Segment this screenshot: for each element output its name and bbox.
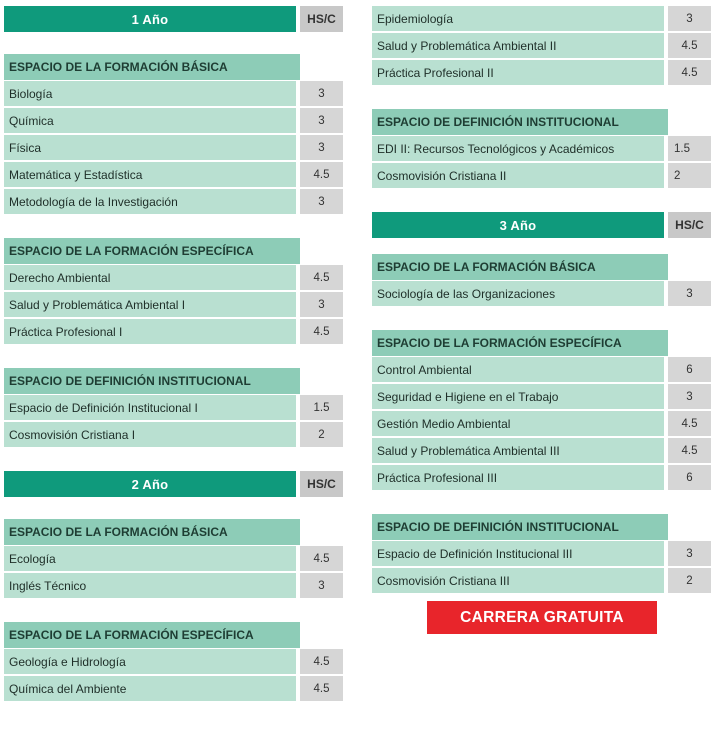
hours: 4.5 bbox=[300, 265, 343, 290]
subject: Química bbox=[4, 108, 296, 133]
y3-specific-section bbox=[372, 330, 711, 490]
hours: 3 bbox=[300, 292, 343, 317]
hours: 3 bbox=[300, 135, 343, 160]
section-title: ESPACIO DE DEFINICIÓN INSTITUCIONAL bbox=[4, 368, 300, 394]
section-title: ESPACIO DE LA FORMACIÓN BÁSICA bbox=[4, 54, 300, 80]
year-2-title: 2 Año bbox=[4, 471, 296, 497]
hours: 3 bbox=[668, 281, 711, 306]
subject: Salud y Problemática Ambiental III bbox=[372, 438, 664, 463]
table-row bbox=[4, 162, 343, 187]
section-title: ESPACIO DE LA FORMACIÓN BÁSICA bbox=[372, 254, 668, 280]
subject: Práctica Profesional II bbox=[372, 60, 664, 85]
year-3-title: 3 Año bbox=[372, 212, 664, 238]
table-row bbox=[4, 573, 343, 598]
subject: Gestión Medio Ambiental bbox=[372, 411, 664, 436]
hours: 3 bbox=[668, 384, 711, 409]
year-1-header bbox=[4, 6, 343, 32]
table-row bbox=[372, 136, 711, 161]
subject: Espacio de Definición Institucional I bbox=[4, 395, 296, 420]
section-title: ESPACIO DE DEFINICIÓN INSTITUCIONAL bbox=[372, 109, 668, 135]
y3-institutional-section bbox=[372, 514, 711, 593]
table-row bbox=[372, 438, 711, 463]
table-row bbox=[4, 265, 343, 290]
hours: 3 bbox=[300, 108, 343, 133]
table-row bbox=[4, 546, 343, 571]
subject: Control Ambiental bbox=[372, 357, 664, 382]
subject: Salud y Problemática Ambiental I bbox=[4, 292, 296, 317]
subject: Cosmovisión Cristiana I bbox=[4, 422, 296, 447]
subject: EDI II: Recursos Tecnológicos y Académicos bbox=[372, 136, 664, 161]
subject: Inglés Técnico bbox=[4, 573, 296, 598]
hours: 4.5 bbox=[300, 649, 343, 674]
subject: Seguridad e Higiene en el Trabajo bbox=[372, 384, 664, 409]
y2-specific-section bbox=[4, 622, 343, 701]
subject: Matemática y Estadística bbox=[4, 162, 296, 187]
y2-specific-continued bbox=[372, 6, 711, 85]
subject: Biología bbox=[4, 81, 296, 106]
table-row bbox=[4, 135, 343, 160]
subject: Geología e Hidrología bbox=[4, 649, 296, 674]
subject: Física bbox=[4, 135, 296, 160]
hours: 2 bbox=[668, 568, 711, 593]
subject: Práctica Profesional I bbox=[4, 319, 296, 344]
table-row bbox=[372, 163, 711, 188]
section-title: ESPACIO DE LA FORMACIÓN BÁSICA bbox=[4, 519, 300, 545]
year-2-header bbox=[4, 471, 343, 497]
hours: 6 bbox=[668, 357, 711, 382]
table-row bbox=[372, 568, 711, 593]
table-row bbox=[4, 676, 343, 701]
y2-basic-section bbox=[4, 519, 343, 598]
section-title: ESPACIO DE DEFINICIÓN INSTITUCIONAL bbox=[372, 514, 668, 540]
hours: 6 bbox=[668, 465, 711, 490]
y1-basic-section bbox=[4, 54, 343, 214]
hsc-label: HS/C bbox=[300, 471, 343, 497]
hours: 4.5 bbox=[300, 319, 343, 344]
hours: 4.5 bbox=[668, 60, 711, 85]
subject: Epidemiología bbox=[372, 6, 664, 31]
hours: 3 bbox=[300, 573, 343, 598]
hours: 2 bbox=[668, 163, 711, 188]
subject: Ecología bbox=[4, 546, 296, 571]
hours: 3 bbox=[300, 81, 343, 106]
hours: 1.5 bbox=[668, 136, 711, 161]
table-row bbox=[372, 384, 711, 409]
table-row bbox=[4, 292, 343, 317]
hours: 3 bbox=[300, 189, 343, 214]
subject: Práctica Profesional III bbox=[372, 465, 664, 490]
left-column bbox=[4, 6, 343, 703]
subject: Cosmovisión Cristiana II bbox=[372, 163, 664, 188]
hours: 4.5 bbox=[300, 162, 343, 187]
hours: 2 bbox=[300, 422, 343, 447]
subject: Salud y Problemática Ambiental II bbox=[372, 33, 664, 58]
table-row bbox=[372, 60, 711, 85]
hours: 4.5 bbox=[300, 676, 343, 701]
table-row bbox=[4, 108, 343, 133]
table-row bbox=[372, 465, 711, 490]
section-title: ESPACIO DE LA FORMACIÓN ESPECÍFICA bbox=[4, 622, 300, 648]
table-row bbox=[4, 319, 343, 344]
table-row bbox=[372, 6, 711, 31]
table-row bbox=[4, 395, 343, 420]
subject: Derecho Ambiental bbox=[4, 265, 296, 290]
table-row bbox=[4, 649, 343, 674]
y2-institutional-section bbox=[372, 109, 711, 188]
subject: Cosmovisión Cristiana III bbox=[372, 568, 664, 593]
table-row bbox=[372, 411, 711, 436]
year-3-header bbox=[372, 212, 711, 238]
hours: 1.5 bbox=[300, 395, 343, 420]
hours: 3 bbox=[668, 6, 711, 31]
hsc-label: HS/C bbox=[300, 6, 343, 32]
table-row bbox=[372, 281, 711, 306]
y1-specific-section bbox=[4, 238, 343, 344]
hours: 4.5 bbox=[300, 546, 343, 571]
table-row bbox=[4, 422, 343, 447]
table-row bbox=[372, 33, 711, 58]
subject: Espacio de Definición Institucional III bbox=[372, 541, 664, 566]
hsc-label: HS/C bbox=[668, 212, 711, 238]
right-column bbox=[372, 6, 711, 595]
hours: 4.5 bbox=[668, 438, 711, 463]
table-row bbox=[4, 189, 343, 214]
hours: 4.5 bbox=[668, 411, 711, 436]
subject: Química del Ambiente bbox=[4, 676, 296, 701]
y1-institutional-section bbox=[4, 368, 343, 447]
table-row bbox=[372, 357, 711, 382]
hours: 3 bbox=[668, 541, 711, 566]
y3-basic-section bbox=[372, 254, 711, 306]
table-row bbox=[4, 81, 343, 106]
hours: 4.5 bbox=[668, 33, 711, 58]
section-title: ESPACIO DE LA FORMACIÓN ESPECÍFICA bbox=[372, 330, 668, 356]
subject: Metodología de la Investigación bbox=[4, 189, 296, 214]
section-title: ESPACIO DE LA FORMACIÓN ESPECÍFICA bbox=[4, 238, 300, 264]
free-career-badge: CARRERA GRATUITA bbox=[427, 601, 657, 634]
subject: Sociología de las Organizaciones bbox=[372, 281, 664, 306]
table-row bbox=[372, 541, 711, 566]
year-1-title: 1 Año bbox=[4, 6, 296, 32]
